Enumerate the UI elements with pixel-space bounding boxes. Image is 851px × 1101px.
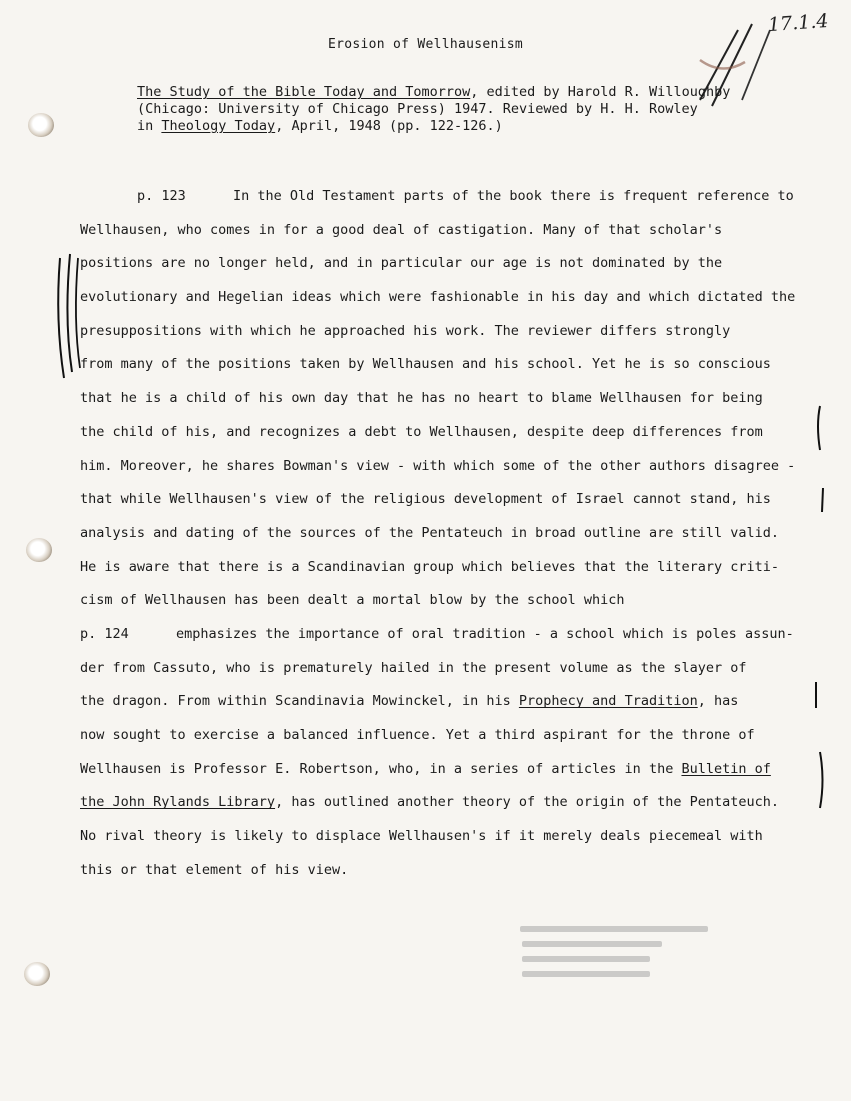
text-line: p. 124 emphasizes the importance of oral tradition - a school which is poles assun- <box>80 625 794 642</box>
text-line: that he is a child of his own day that he has no heart to blame Wellhausen for being <box>80 390 763 407</box>
text-line: analysis and dating of the sources of the Pentateuch in broad outline are still valid. <box>80 524 779 541</box>
text-line: that while Wellhausen's view of the religious development of Israel cannot stand, his <box>80 491 771 508</box>
text-line: No rival theory is likely to displace Wellhausen's if it merely deals piecemeal with <box>80 828 763 845</box>
citation-line-2: (Chicago: University of Chicago Press) 1947. Reviewed by H. H. Rowley <box>137 101 698 117</box>
text-line: Wellhausen is Professor E. Robertson, who, in a series of articles in the Bulletin of <box>80 760 771 777</box>
text-line: the John Rylands Library, has outlined another theory of the origin of the Pentateuch. <box>80 794 779 811</box>
page-reference-123: p. 123 <box>137 188 186 204</box>
text-line: positions are no longer held, and in particular our age is not dominated by the <box>80 255 723 272</box>
book-title: The Study of the Bible Today and Tomorrow <box>137 84 471 100</box>
text-line: him. Moreover, he shares Bowman's view - with which some of the other authors disagree - <box>80 457 796 474</box>
text-line: p. 123 In the Old Testament parts of the book there is frequent reference to <box>137 188 794 204</box>
journal-title: Theology Today <box>161 118 276 134</box>
text-line: the child of his, and recognizes a debt to Wellhausen, despite deep differences from <box>80 423 763 440</box>
journal-title-bulletin: Bulletin of <box>681 760 771 777</box>
text-line: cism of Wellhausen has been dealt a mortal blow by the school which <box>80 592 625 609</box>
text-line: He is aware that there is a Scandinavian group which believes that the literary criti- <box>80 558 779 575</box>
text-line: from many of the positions taken by Wellhausen and his school. Yet he is so conscious <box>80 356 771 373</box>
page-title: Erosion of Wellhausenism <box>327 37 524 52</box>
text-line: der from Cassuto, who is prematurely hailed in the present volume as the slayer of <box>80 659 747 676</box>
text-line: this or that element of his view. <box>80 861 349 878</box>
text-line: Wellhausen, who comes in for a good deal of castigation. Many of that scholar's <box>80 221 723 238</box>
handwritten-reference-number: 17.1.4 <box>767 9 830 37</box>
text-line: evolutionary and Hegelian ideas which were fashionable in his day and which dictated the <box>80 289 796 306</box>
citation-line-1: The Study of the Bible Today and Tomorrow, edited by Harold R. Willoughby <box>137 84 731 100</box>
text-line: presuppositions with which he approached his work. The reviewer differs strongly <box>80 322 731 339</box>
citation-line-3: in Theology Today, April, 1948 (pp. 122-126.) <box>137 118 503 134</box>
text-line: now sought to exercise a balanced influence. Yet a third aspirant for the throne of <box>80 727 755 743</box>
book-title-prophecy: Prophecy and Tradition <box>518 693 698 710</box>
journal-title-rylands: the John Rylands Library <box>80 794 276 811</box>
text-line: the dragon. From within Scandinavia Mowinckel, in his Prophecy and Tradition, has <box>80 693 739 710</box>
page-reference-124: p. 124 <box>80 625 129 642</box>
